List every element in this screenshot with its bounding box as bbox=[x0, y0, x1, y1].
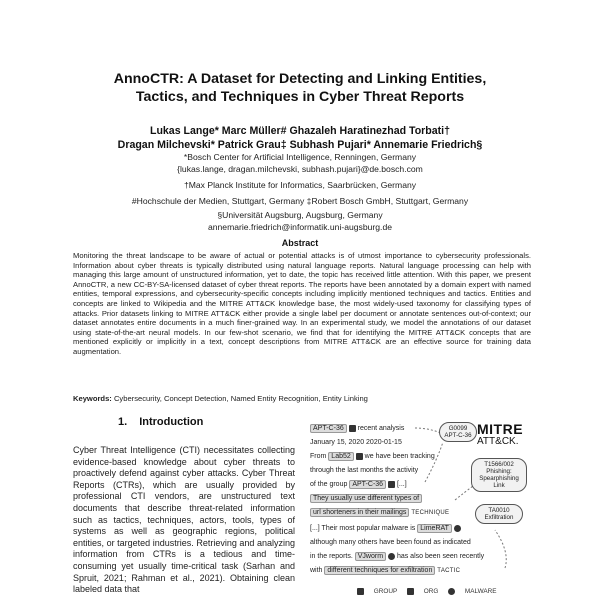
doc-line: although many others have been found as indicated bbox=[310, 539, 471, 546]
technique-label: TECHNIQUE bbox=[411, 510, 450, 516]
affiliation-email: annemarie.friedrich@informatik.uni-augsburg.de bbox=[207, 222, 393, 232]
doc-text: we have been tracking bbox=[364, 453, 435, 460]
affiliation-email: {lukas.lange, dragan.milchevski, subhash.pujari}@de.bosch.com bbox=[177, 164, 423, 174]
entity-highlight: APT-C-36 bbox=[310, 424, 347, 433]
concept-node: TA0010 Exfiltration bbox=[475, 504, 523, 524]
abstract-text: Monitoring the threat landscape to be aware of actual or potential attacks is of utmost importance to cybersecurity professionals. Information about cyber threats is typically distributed using natural language reports. Natural language processing can help with managing this large amount of unstructured information, yet to date, the topic has received little attention. With this paper, we present AnnoCTR, a new CC-BY-SA-licensed dataset of cyber threat reports. The reports have been annotated by a domain expert with named entities, temporal expressions, and cybersecurity-specific concepts including implicitly mentioned techniques and tactics. Entities and concepts are linked to Wikipedia and the MITRE ATT&CK knowledge base, the most widely-used taxonomy for classifying types of attacks. Prior datasets linking to MITRE ATT&CK either provide a single label per document or annotate sentences out-of-context; our dataset annotates entire documents in a much finer-grained way. In an experimental study, we model the annotations of our dataset using state-of-the-art neural models. In our few-shot scenario, we find that for identifying the MITRE ATT&CK concepts that are mentioned explicitly or implicitly in a text, concept descriptions from MITRE ATT&CK are an effective source for training data augmentation. bbox=[73, 251, 531, 356]
abstract-heading: Abstract bbox=[281, 238, 319, 248]
entity-highlight: VJworm bbox=[355, 552, 386, 561]
legend bbox=[357, 588, 505, 595]
concept-node: G0099 APT-C-36 bbox=[439, 422, 477, 442]
doc-text: [...] bbox=[396, 481, 407, 488]
doc-line: January 15, 2020 2020-01-15 bbox=[310, 439, 402, 446]
keywords-text: Cybersecurity, Concept Detection, Named Entity Recognition, Entity Linking bbox=[113, 394, 368, 403]
technique-highlight: url shorteners in their mailings bbox=[310, 508, 409, 517]
doc-text: [...] Their most popular malware is bbox=[310, 525, 416, 532]
authors bbox=[40, 124, 560, 152]
section-title: Introduction bbox=[139, 416, 204, 428]
entity-highlight: LimeRAT bbox=[417, 524, 452, 533]
affiliation: *Bosch Center for Artificial Intelligence, Renningen, Germany bbox=[183, 152, 417, 162]
legend-label: GROUP bbox=[373, 588, 398, 596]
group-icon bbox=[357, 588, 364, 595]
legend-label: MALWARE bbox=[464, 588, 497, 596]
mitre-logo-subtext: ATT&CK. bbox=[477, 436, 519, 447]
link-line bbox=[495, 530, 506, 568]
section-number: 1. bbox=[118, 416, 128, 428]
entity-highlight: APT-C-36 bbox=[349, 480, 386, 489]
link-line bbox=[425, 442, 443, 482]
doc-text: recent analysis bbox=[357, 425, 405, 432]
mitre-logo-text: MITRE bbox=[477, 421, 524, 437]
annotation-figure bbox=[305, 420, 527, 600]
author-line: Dragan Milchevski* Patrick Grau‡ Subhash Pujari* Annemarie Friedrich§ bbox=[117, 139, 483, 151]
doc-line: through the last months the activity bbox=[310, 467, 419, 474]
malware-icon bbox=[448, 588, 455, 595]
technique-highlight: They usually use different types of bbox=[310, 494, 422, 503]
author-line: Lukas Lange* Marc Müller# Ghazaleh Haratinezhad Torbati† bbox=[149, 125, 451, 137]
keywords bbox=[73, 394, 531, 404]
link-line bbox=[455, 486, 473, 500]
affiliation: †Max Planck Institute for Informatics, Saarbrücken, Germany bbox=[183, 180, 417, 190]
concept-node: T1566/002 Phishing: Spearphishing Link bbox=[471, 458, 527, 492]
keywords-label: Keywords: bbox=[73, 394, 112, 403]
affiliation: #Hochschule der Medien, Stuttgart, Germany ‡Robert Bosch GmbH, Stuttgart, Germany bbox=[131, 196, 469, 206]
mitre-logo bbox=[477, 422, 527, 447]
legend-label: ORG bbox=[423, 588, 439, 596]
doc-text: From bbox=[310, 453, 327, 460]
entity-highlight: Lab52 bbox=[328, 452, 353, 461]
title-line: AnnoCTR: A Dataset for Detecting and Linking Entities, bbox=[113, 71, 487, 87]
doc-text: of the group bbox=[310, 481, 348, 488]
doc-text: with bbox=[310, 567, 323, 574]
doc-text: in the reports. bbox=[310, 553, 353, 560]
tactic-highlight: different techniques for exfiltration bbox=[324, 566, 435, 575]
paper-title bbox=[40, 70, 560, 106]
affiliation: §Universität Augsburg, Augsburg, Germany bbox=[217, 210, 383, 220]
intro-text: Cyber Threat Intelligence (CTI) necessitates collecting evidence-based knowledge about cyber threats to proactively defend against cyber attacks. Cyber Threat Reports (CTRs), which are usually provided by professional CTI vendors, are unstructured text documents that describe threat-related information such as tactics, techniques, actors, tools, types of systems as well as geographic regions, political entities, or targeted industries. Retrieving and analyzing information from CTRs is a tedious and time-consuming yet usually time-critical task (Sarhan and Spruit, 2021; Rahman et al., 2021). Obtaining clean labeled data that bbox=[73, 445, 295, 595]
tactic-label: TACTIC bbox=[437, 568, 461, 574]
section-heading bbox=[118, 416, 203, 428]
doc-text: has also been seen recently bbox=[396, 553, 485, 560]
org-icon bbox=[407, 588, 414, 595]
title-line: Tactics, and Techniques in Cyber Threat Reports bbox=[135, 89, 465, 105]
